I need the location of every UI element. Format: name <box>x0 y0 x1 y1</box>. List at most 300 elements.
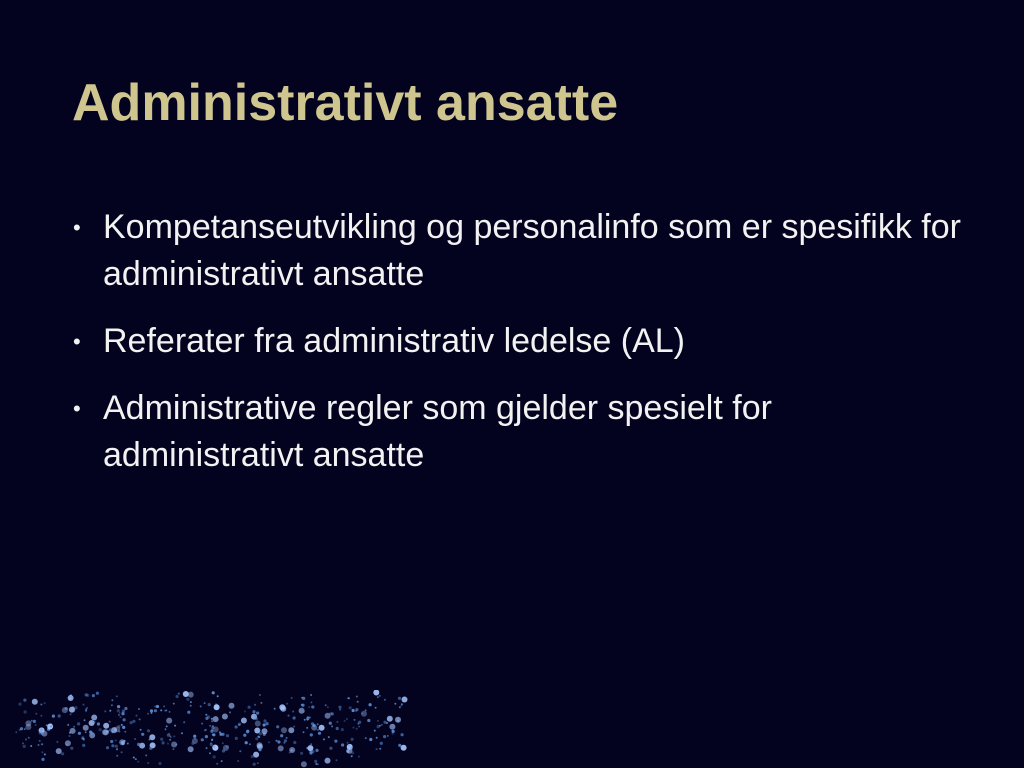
decor-dot <box>109 710 111 712</box>
decor-dot <box>336 721 338 723</box>
decor-dot <box>91 715 97 721</box>
decor-dot <box>328 736 330 738</box>
decor-dot <box>39 740 41 742</box>
decor-dot <box>115 739 117 741</box>
decor-dot <box>310 733 313 736</box>
decor-dot <box>111 704 113 706</box>
decor-dot <box>86 694 89 697</box>
decor-dot <box>78 732 81 735</box>
decor-dot <box>352 709 355 712</box>
decor-dot <box>244 711 246 713</box>
decor-dot <box>74 706 77 709</box>
decor-dot <box>268 741 270 743</box>
decor-dot <box>25 739 27 741</box>
decor-dot <box>216 763 218 765</box>
decor-dot <box>211 720 213 722</box>
decor-dot <box>254 704 256 706</box>
decor-dot <box>398 744 401 747</box>
decor-dot <box>288 715 290 717</box>
decor-dot <box>124 731 126 733</box>
decor-dot <box>348 697 350 699</box>
decor-dot <box>206 747 208 749</box>
decor-dot <box>392 733 394 735</box>
decor-dot <box>259 732 262 735</box>
decor-dot <box>69 735 71 737</box>
decor-dot <box>141 733 144 736</box>
decor-dot <box>204 702 206 704</box>
decor-dot <box>106 746 109 749</box>
decor-dot <box>325 758 331 764</box>
decor-dot <box>281 727 287 733</box>
decor-dot <box>56 741 58 743</box>
decor-dot <box>277 740 280 743</box>
decor-dot <box>353 727 355 729</box>
decor-dot <box>293 726 295 728</box>
decor-dot <box>134 738 136 740</box>
decor-dot <box>358 726 360 728</box>
decor-dot <box>137 761 139 763</box>
decor-dot <box>276 725 279 728</box>
decor-dot <box>383 721 386 724</box>
decor-dot <box>56 748 62 754</box>
decor-dot <box>70 713 72 715</box>
decor-dot <box>262 728 268 734</box>
decor-dot <box>41 732 44 735</box>
decor-dot <box>376 748 378 750</box>
decor-dot <box>292 711 294 713</box>
decor-dot <box>85 731 87 733</box>
decor-dot <box>357 701 359 703</box>
decor-dot <box>68 695 74 701</box>
decor-dot <box>367 719 370 722</box>
decor-dot <box>28 737 30 739</box>
decor-dot <box>229 711 231 713</box>
decor-dot <box>111 744 114 747</box>
decor-dot <box>181 732 183 734</box>
decor-dot <box>188 692 194 698</box>
decor-dot <box>226 745 229 748</box>
decor-dot <box>356 696 358 698</box>
decor-dot <box>139 718 141 720</box>
decor-dot <box>149 734 155 740</box>
decor-dot <box>40 715 42 717</box>
decor-dot <box>211 718 213 720</box>
decor-dot <box>82 744 85 747</box>
decor-dot <box>255 737 258 740</box>
decor-dot <box>401 745 407 751</box>
decor-dot <box>120 716 122 718</box>
decor-dot <box>96 692 99 695</box>
decor-dot <box>327 706 329 708</box>
decor-dot <box>156 705 159 708</box>
decor-dot <box>104 710 106 712</box>
decor-dot <box>354 719 356 721</box>
decor-dot <box>209 752 211 754</box>
decor-dot <box>246 730 249 733</box>
decor-dot <box>190 701 192 703</box>
decor-dot <box>83 725 89 731</box>
decor-dot <box>219 733 222 736</box>
decor-dot <box>200 705 202 707</box>
decor-dot <box>211 726 214 729</box>
decor-dot <box>132 720 135 723</box>
decor-dot <box>369 703 372 706</box>
decor-dot <box>84 719 86 721</box>
decor-dot <box>347 748 349 750</box>
decor-dot <box>336 759 338 761</box>
decor-dot <box>40 729 42 731</box>
decor-dot <box>293 716 296 719</box>
bullet-marker: • <box>73 329 81 354</box>
decor-dot <box>212 745 218 751</box>
decor-dot <box>365 737 367 739</box>
bullet-marker: • <box>73 396 81 421</box>
decor-dot <box>387 735 389 737</box>
decor-dot <box>222 714 228 720</box>
decor-dot <box>176 695 179 698</box>
decor-dot <box>119 739 125 745</box>
decor-dot <box>245 741 248 744</box>
decor-dot <box>165 709 167 711</box>
decor-dot <box>377 725 380 728</box>
decor-dot <box>52 715 55 718</box>
decor-dot <box>248 706 251 709</box>
decor-dot <box>122 710 125 713</box>
decor-dot <box>121 724 123 726</box>
decor-dot <box>25 720 31 726</box>
decor-dot <box>70 747 73 750</box>
decor-dot <box>163 705 165 707</box>
decor-dot <box>399 706 401 708</box>
decor-dot <box>325 704 327 706</box>
decor-dot <box>40 704 42 706</box>
decor-dot <box>135 758 137 760</box>
decor-dot <box>311 705 314 708</box>
decorative-dot-pattern <box>0 690 440 768</box>
decor-dot <box>121 751 123 753</box>
decor-dot <box>329 722 332 725</box>
decor-dot <box>350 747 353 750</box>
decor-dot <box>307 716 309 718</box>
bullet-item <box>72 318 972 365</box>
decor-dot <box>317 763 319 765</box>
decor-dot <box>103 723 109 729</box>
decor-dot <box>41 743 43 745</box>
decor-dot <box>222 742 224 744</box>
decor-dot <box>23 699 26 702</box>
decor-dot <box>212 733 215 736</box>
decor-dot <box>213 755 216 758</box>
decor-dot <box>379 695 381 697</box>
decor-dot <box>284 739 287 742</box>
decor-dot <box>166 718 172 724</box>
decor-dot <box>109 721 111 723</box>
decor-dot <box>347 742 349 744</box>
decor-dot <box>319 725 325 731</box>
decor-dot <box>38 744 40 746</box>
decor-dot <box>286 737 288 739</box>
decor-dot <box>32 699 38 705</box>
decor-dot <box>139 743 145 749</box>
decor-dot <box>136 715 138 717</box>
decor-dot <box>173 735 175 737</box>
decor-dot <box>24 710 27 713</box>
decor-dot <box>41 751 43 753</box>
decor-dot <box>369 738 372 741</box>
decor-dot <box>243 734 246 737</box>
decor-dot <box>208 703 211 706</box>
decor-dot <box>252 710 255 713</box>
decor-dot <box>117 725 120 728</box>
decor-dot <box>147 713 149 715</box>
decor-dot <box>15 731 17 733</box>
decor-dot <box>33 720 36 723</box>
decor-dot <box>301 704 304 707</box>
decor-dot <box>165 728 167 730</box>
decor-dot <box>162 741 165 744</box>
decor-dot <box>254 715 256 717</box>
decor-dot <box>85 710 87 712</box>
decor-dot <box>178 693 180 695</box>
decor-dot <box>299 708 305 714</box>
decor-dot <box>187 711 190 714</box>
decor-dot <box>253 763 256 766</box>
decor-dot <box>235 737 238 740</box>
bullet-marker: • <box>73 215 81 240</box>
decor-dot <box>351 738 354 741</box>
decor-dot <box>166 725 168 727</box>
decor-dot <box>86 707 88 709</box>
decor-dot <box>344 720 346 722</box>
decor-dot <box>334 740 337 743</box>
decor-dot <box>293 741 296 744</box>
decor-dot <box>160 738 163 741</box>
decor-dot <box>351 755 353 757</box>
decor-dot <box>226 734 229 737</box>
decor-dot <box>383 735 386 738</box>
bullet-text: Administrative regler som gjelder spesielt for administrativt ansatte <box>103 389 772 474</box>
decor-dot <box>387 716 393 722</box>
bullet-list <box>72 204 972 499</box>
decor-dot <box>278 745 284 751</box>
decor-dot <box>212 691 215 694</box>
decor-dot <box>263 719 266 722</box>
decor-dot <box>323 738 325 740</box>
decor-dot <box>151 712 153 714</box>
decor-dot <box>310 701 312 703</box>
decor-dot <box>384 699 386 701</box>
decor-dot <box>400 705 402 707</box>
decor-dot <box>315 749 318 752</box>
decor-dot <box>310 743 312 745</box>
decor-dot <box>44 702 46 704</box>
decor-dot <box>110 740 113 743</box>
decor-dot <box>209 725 211 727</box>
decor-dot <box>35 724 37 726</box>
decor-dot <box>67 724 69 726</box>
decor-dot <box>301 761 307 767</box>
decor-dot <box>204 729 206 731</box>
decor-dot <box>133 757 135 759</box>
decor-dot <box>301 697 303 699</box>
decor-dot <box>205 717 208 720</box>
decor-dot <box>140 729 142 731</box>
decor-dot <box>102 729 108 735</box>
decor-dot <box>256 712 259 715</box>
decor-dot <box>306 727 308 729</box>
decor-dot <box>249 743 251 745</box>
decor-dot <box>355 708 358 711</box>
decor-dot <box>205 735 208 738</box>
decor-dot <box>169 711 171 713</box>
decor-dot <box>258 729 260 731</box>
decor-dot <box>169 739 171 741</box>
decor-dot <box>188 746 194 752</box>
decor-dot <box>288 727 294 733</box>
decor-dot <box>274 708 276 710</box>
decor-dot <box>313 724 316 727</box>
decor-dot <box>376 737 378 739</box>
decor-dot <box>23 745 26 748</box>
decor-dot <box>89 731 92 734</box>
decor-dot <box>339 709 341 711</box>
decor-dot <box>191 742 194 745</box>
decor-dot <box>124 707 127 710</box>
decor-dot <box>123 718 126 721</box>
decor-dot <box>97 722 100 725</box>
decor-dot <box>116 748 118 750</box>
decor-dot <box>213 716 219 722</box>
decor-dot <box>258 736 260 738</box>
decor-dot <box>147 729 150 732</box>
decor-dot <box>170 736 172 738</box>
decor-dot <box>137 743 140 746</box>
decor-dot <box>122 726 125 729</box>
decor-dot <box>201 723 203 725</box>
decor-dot <box>257 762 259 764</box>
decor-dot <box>351 751 354 754</box>
decor-dot <box>186 698 189 701</box>
decor-dot <box>255 717 258 720</box>
decor-dot <box>276 740 278 742</box>
decor-dot <box>201 738 204 741</box>
decor-dot <box>395 717 401 723</box>
decor-dot <box>44 753 46 755</box>
decor-dot <box>263 723 266 726</box>
decor-dot <box>172 748 174 750</box>
bullet-text: Kompetanseutvikling og personalinfo som er spesifikk for administrativt ansatte <box>103 208 961 293</box>
decor-dot <box>402 697 408 703</box>
decor-dot <box>303 711 305 713</box>
decor-dot <box>31 720 33 722</box>
decor-dot <box>346 718 348 720</box>
decor-dot <box>117 709 120 712</box>
bullet-item <box>72 204 972 298</box>
bullet-item <box>72 385 972 479</box>
decor-dot <box>18 703 21 706</box>
decor-dot <box>331 725 333 727</box>
decor-dot <box>318 732 321 735</box>
decor-dot <box>111 699 113 701</box>
decor-dot <box>160 709 162 711</box>
decor-dot <box>127 743 129 745</box>
decor-dot <box>210 743 213 746</box>
decor-dot <box>89 720 95 726</box>
decor-dot <box>380 742 383 745</box>
decor-dot <box>118 714 120 716</box>
decor-dot <box>361 712 363 714</box>
decor-dot <box>217 695 219 697</box>
decor-dot <box>119 712 121 714</box>
decor-dot <box>183 721 185 723</box>
decor-dot <box>310 694 312 696</box>
decor-dot <box>115 745 118 748</box>
decor-dot <box>349 706 352 709</box>
decor-dot <box>286 703 288 705</box>
decor-dot <box>22 742 24 744</box>
decor-dot <box>311 750 314 753</box>
decor-dot <box>303 731 305 733</box>
decor-dot <box>341 743 344 746</box>
decor-dot <box>154 709 157 712</box>
decor-dot <box>260 702 262 704</box>
decor-dot <box>374 730 376 732</box>
decor-dot <box>253 752 259 758</box>
decor-dot <box>239 750 241 752</box>
bullet-text: Referater fra administrativ ledelse (AL) <box>103 322 686 360</box>
decor-dot <box>314 760 317 763</box>
decor-dot <box>174 725 176 727</box>
decor-dot <box>175 744 177 746</box>
decor-dot <box>193 735 196 738</box>
decor-dot <box>336 727 339 730</box>
decor-dot <box>317 723 319 725</box>
decor-dot <box>30 745 32 747</box>
decor-dot <box>401 733 404 736</box>
decor-dot <box>167 743 169 745</box>
decor-dot <box>356 728 358 730</box>
decor-dot <box>373 690 379 696</box>
decor-dot <box>329 747 332 750</box>
decor-dot <box>211 739 213 741</box>
decor-dot <box>221 760 223 762</box>
decor-dot <box>24 728 26 730</box>
decor-dot <box>259 694 261 696</box>
decor-dot <box>381 724 383 726</box>
decor-dot <box>329 712 332 715</box>
decor-dot <box>92 694 95 697</box>
decor-dot <box>116 695 118 697</box>
decor-dot <box>35 713 37 715</box>
decor-dot <box>266 722 269 725</box>
decor-dot <box>357 723 359 725</box>
decor-dot <box>280 734 283 737</box>
decor-dot <box>358 756 360 758</box>
decor-dot <box>241 718 247 724</box>
decor-dot <box>289 747 295 753</box>
decor-dot <box>392 724 394 726</box>
decor-dot <box>205 714 207 716</box>
decor-dot <box>341 728 344 731</box>
decor-dot <box>317 729 319 731</box>
decor-dot <box>300 752 303 755</box>
decor-dot <box>41 758 44 761</box>
decor-dot <box>213 746 215 748</box>
decor-dot <box>147 762 149 764</box>
decor-dot <box>375 707 377 709</box>
decor-dot <box>190 705 192 707</box>
decor-dot <box>338 706 341 709</box>
